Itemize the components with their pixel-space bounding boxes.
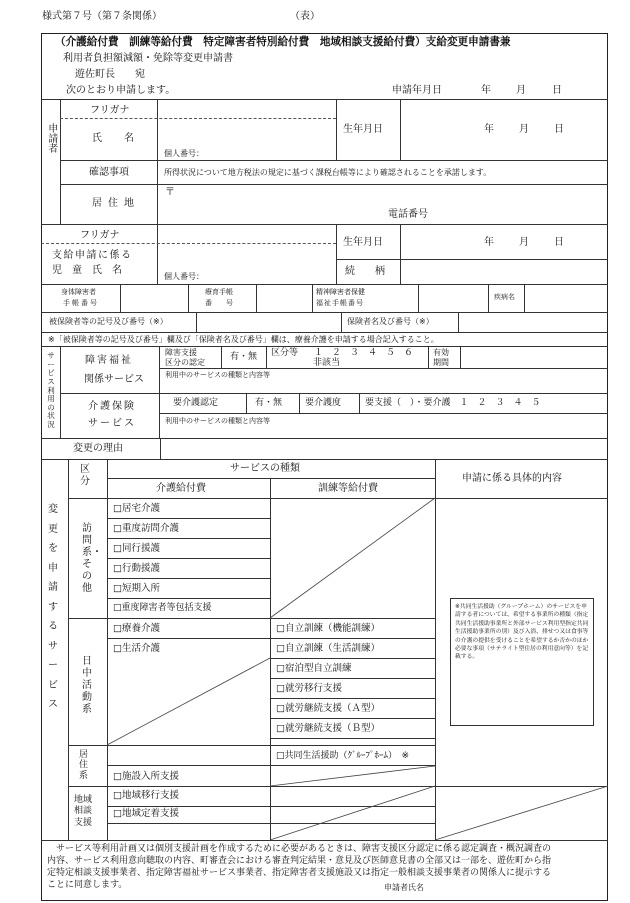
child-birth-month: 月 xyxy=(519,237,529,248)
kaigo-label-1: 介護保険 xyxy=(88,401,136,412)
seishin-label-2: 福祉手帳番号 xyxy=(316,299,364,307)
consent-line-4: ことに同意します。 xyxy=(47,880,128,890)
confirm-text: 所得状況について地方税法の規定に基づく課税台帳等により確認されることを承諾します。 xyxy=(164,168,492,177)
applicant-section-label: 申請者 xyxy=(45,123,57,153)
child-kojin-label: 個人番号： xyxy=(164,272,204,281)
applicant-birth-label: 生年月日 xyxy=(343,124,383,135)
yokaigo-yesno[interactable]: 有・無 xyxy=(255,398,283,408)
applicant-name-label: 氏 名 xyxy=(92,133,140,144)
child-name-label-1: 支給申請に係る xyxy=(52,250,133,261)
class-numbers[interactable]: １ ２ ３ ４ ５ ６ xyxy=(314,348,414,358)
insurer-label: 保険者名及び番号（※） xyxy=(347,317,434,326)
child-birth-year: 年 xyxy=(484,237,494,248)
address-label: 居住地 xyxy=(92,198,140,209)
date-year: 年 xyxy=(481,85,491,96)
insured-number-label: 被保険者等の記号及び番号（※） xyxy=(49,317,168,326)
reason-label: 変更の理由 xyxy=(73,443,123,454)
kaigo-header: 介護給付費 xyxy=(156,483,206,494)
welfare-label-1: 障害福祉 xyxy=(85,355,133,366)
ryoiku-label-2: 番 号 xyxy=(205,299,233,307)
phone-label: 電話番号 xyxy=(388,209,428,220)
applicant-kojin-label: 個人番号： xyxy=(164,149,204,158)
kunren-header: 訓練等給付費 xyxy=(318,483,378,494)
date-month: 月 xyxy=(516,85,526,96)
form-side: （表） xyxy=(290,11,320,22)
class-non[interactable]: 非該当 xyxy=(313,358,341,368)
svc-houkatsu[interactable]: □重度障害者等包括支援 xyxy=(113,603,212,613)
group-houmon-label: 訪問系・その他 xyxy=(82,523,102,594)
date-day: 日 xyxy=(552,85,562,96)
consent-line-2: 内容、サービス利用意向聴取の内容、町審査会における審査判定結果・意見及び医師意見書の全部又は一部を、遊佐町から指 xyxy=(47,856,552,866)
detail-header: 申請に係る具体的内容 xyxy=(462,473,562,484)
svc-shuro-iko[interactable]: □就労移行支援 xyxy=(276,683,342,694)
svc-kyodo-seikatsu[interactable]: □共同生活援助（ｸﾞﾙｰﾌﾟﾎｰﾑ） ※ xyxy=(276,751,410,761)
svc-chiiki-teichaku[interactable]: □地域定着支援 xyxy=(113,808,179,819)
class-label: 区分等 xyxy=(271,348,299,358)
applicant-birth-day: 日 xyxy=(554,124,564,135)
group-chiiki-label: 地域相談支援 xyxy=(74,795,93,828)
request-line: 次のとおり申請します。 xyxy=(66,85,176,96)
form-subtitle: 利用者負担額減額・免除等変更申請書 xyxy=(63,53,233,64)
confirm-label: 確認事項 xyxy=(89,167,129,178)
signature-label: 申請者氏名 xyxy=(384,883,424,892)
period-label-1: 有効 xyxy=(433,348,449,357)
svc-ryoyo[interactable]: □療養介護 xyxy=(113,623,160,634)
svc-shuro-a[interactable]: □就労継続支援（Ａ型） xyxy=(276,703,380,714)
form-title: （介護給付費 訓練等給付費 特定障害者特別給付費 地域相談支援給付費）支給変更申請書兼 xyxy=(55,36,511,48)
usage-side-label: サービス利用の状況 xyxy=(47,351,55,429)
shintai-label-1: 身体障害者 xyxy=(61,288,96,296)
child-furigana-label: フリガナ xyxy=(80,230,120,241)
svc-jiritsu-kino[interactable]: □自立訓練（機能訓練） xyxy=(276,623,380,634)
ryoiku-label-1: 療育手帳 xyxy=(205,288,233,296)
child-birth-label: 生年月日 xyxy=(343,237,383,248)
child-birth-day: 日 xyxy=(554,237,564,248)
shintai-label-2: 手帳番号 xyxy=(63,299,99,307)
consent-line-1: サービス等利用計画又は個別支援計画を作成するために必要があるときは、障害支援区分認定に係る認定調査・概況調査の xyxy=(47,844,552,854)
svc-kodo[interactable]: □行動援護 xyxy=(113,563,160,574)
consent-line-3: 定特定相談支援事業者、指定障害福祉サービス事業者、指定障害者支援施設又は指定一般相談支援事業者の関係人に提示する xyxy=(47,868,552,878)
svc-shuro-b[interactable]: □就労継続支援（Ｂ型） xyxy=(276,723,380,734)
insured-note: ※「被保険者等の記号及び番号」欄及び「保険者名及び番号」欄は、療養介護を申請する場合記入すること。 xyxy=(48,335,439,344)
kubun-header: 区分 xyxy=(80,464,90,487)
svc-seikatsu-kaigo[interactable]: □生活介護 xyxy=(113,643,160,654)
yoshien-options[interactable]: 要支援（ ）・要介護 １ ２ ３ ４ ５ xyxy=(365,398,541,408)
applicant-furigana-label: フリガナ xyxy=(90,105,130,116)
form-number: 様式第７号（第７条関係） xyxy=(42,11,162,22)
svc-shukuhaku[interactable]: □宿泊型自立訓練 xyxy=(276,663,352,674)
yokaigo-nintei-label: 要介護認定 xyxy=(173,398,219,408)
svc-kyotaku[interactable]: □居宅介護 xyxy=(113,503,160,514)
relation-label: 続 柄 xyxy=(345,266,385,277)
date-label: 申請年月日 xyxy=(392,85,442,96)
postal-mark: 〒 xyxy=(165,187,175,198)
child-name-label-2: 児 童 氏 名 xyxy=(52,265,122,276)
svc-doko[interactable]: □同行援護 xyxy=(113,543,160,554)
grouphome-note: ※共同生活援助（グループホーム）のサービスを申請する者については、希望する事業所の種類（指定共同生活援助事業所と外部サービス利用型指定共同生活援助事業所の別）及び入浴、排せつ又は食事等の介護の提供を受けることを希望するか否かのほか必要な事項（サテライト型住居の利用意向等）を記載する。 xyxy=(455,604,589,661)
kaigo-label-2: サービス xyxy=(88,418,136,429)
service-types-header: サービスの種類 xyxy=(230,463,300,474)
group-kyoju-label: 居住系 xyxy=(79,750,89,781)
group-nicchu-label: 日中活動系 xyxy=(82,656,92,715)
svc-shisetsu[interactable]: □施設入所支援 xyxy=(113,771,179,782)
support-label-1: 障害支援 xyxy=(165,348,197,357)
svc-jyudo-houmon[interactable]: □重度訪問介護 xyxy=(113,523,179,534)
svc-jiritsu-seikatsu[interactable]: □自立訓練（生活訓練） xyxy=(276,643,380,654)
seishin-label-1: 精神障害者保健 xyxy=(316,288,365,296)
applicant-birth-year: 年 xyxy=(484,124,494,135)
welfare-using-label: 利用中のサービスの種類と内容等 xyxy=(165,371,270,379)
signature-field[interactable] xyxy=(430,879,600,897)
svc-chiiki-iko[interactable]: □地域移行支援 xyxy=(113,790,179,801)
support-label-2: 区分の認定 xyxy=(165,358,205,367)
kaigo-using-label: 利用中のサービスの種類と内容等 xyxy=(165,417,270,425)
svc-tanki[interactable]: □短期入所 xyxy=(113,583,160,594)
support-yesno[interactable]: 有・無 xyxy=(230,352,258,362)
addressee: 遊佐町長 宛 xyxy=(75,69,145,80)
welfare-label-2: 関係サービス xyxy=(84,374,144,385)
disease-label: 疾病名 xyxy=(494,293,515,301)
services-side-label: 変更を申請するサービス xyxy=(48,504,58,710)
yokaigo-degree-label: 要介護度 xyxy=(305,398,342,408)
period-label-2: 期間 xyxy=(433,358,449,367)
applicant-birth-month: 月 xyxy=(519,124,529,135)
